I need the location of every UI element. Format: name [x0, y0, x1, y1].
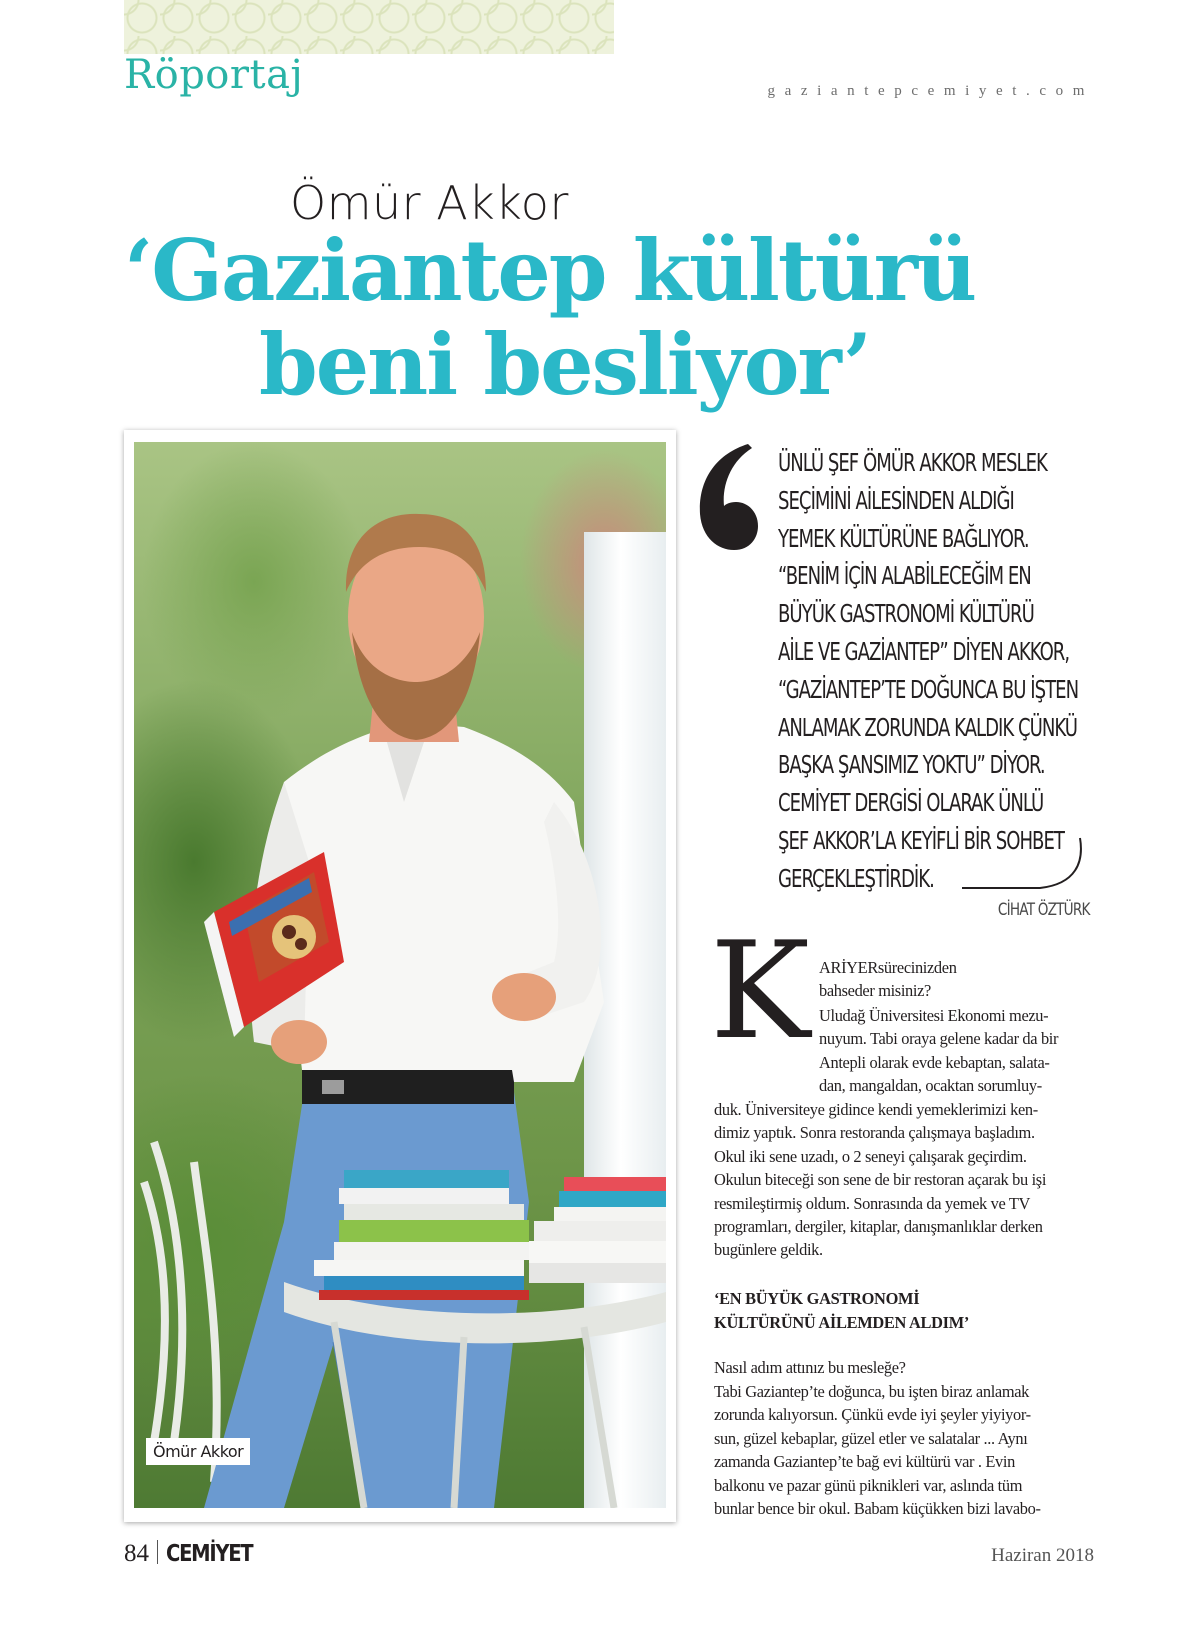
answer-2	[714, 1380, 1041, 1520]
answer-1-line: resmileştirmiş oldum. Sonrasında da yemek ve TV	[714, 1193, 1031, 1213]
footer-folio	[124, 1540, 268, 1568]
answer-2-line: zamanda Gaziantep’te bağ evi kültürü var . Evin	[714, 1452, 1015, 1472]
question-1-line: bahseder misiniz?	[819, 981, 931, 1001]
answer-1-line: nuyum. Tabi oraya gelene kadar da bir	[819, 1029, 1059, 1049]
magazine-name: CEMİYET	[166, 1541, 253, 1567]
answer-1-line: dimiz yaptık. Sonra restoranda çalışmaya başladım.	[714, 1123, 1035, 1143]
answer-2-line: bunlar bence bir okul. Babam küçükken bizi lavabo-	[714, 1499, 1041, 1519]
answer-1-line: Uludağ Üniversitesi Ekonomi mezu-	[819, 1006, 1049, 1025]
answer-1-full	[714, 1098, 1046, 1262]
lead-line: GERÇEKLEŞTİRDİK.	[778, 863, 934, 893]
question-1	[819, 956, 957, 1003]
garden-chair	[144, 1142, 217, 1482]
subheading-line: KÜLTÜRÜNÜ AİLEMDEN ALDIM’	[714, 1313, 970, 1332]
portrait-photo-frame	[124, 430, 676, 1522]
answer-1-line: Okulun biteceği son sene de bir restoran açarak bu işi	[714, 1170, 1047, 1190]
answer-2-line: balkonu ve pazar günü piknikleri var, aslında tüm	[714, 1475, 1023, 1495]
lead-swoosh-decoration	[960, 836, 1092, 894]
decorative-pattern-banner	[124, 0, 614, 54]
headline	[124, 221, 1004, 414]
drop-cap: K	[710, 913, 811, 1069]
answer-2-line: Tabi Gaziantep’te doğunca, bu işten biraz anlamak	[714, 1382, 1030, 1401]
lead-line: “GAZİANTEP’TE DOĞUNCA BU İŞTEN	[778, 674, 1079, 704]
photo-caption: Ömür Akkor	[146, 1438, 250, 1465]
headline-line-2: beni besliyor’	[259, 315, 871, 414]
footer-divider	[157, 1540, 158, 1564]
lead-line: SEÇİMİNİ AİLESİNDEN ALDIĞI	[778, 485, 1014, 515]
answer-1-line: dan, mangaldan, ocaktan sorumluy-	[819, 1076, 1042, 1096]
website-url[interactable]: gaziantepcemiyet.com	[767, 83, 1094, 99]
section-title: Röportaj	[124, 52, 304, 98]
lead-paragraph	[778, 444, 1079, 898]
lead-line: BÜYÜK GASTRONOMİ KÜLTÜRÜ	[778, 599, 1034, 629]
portrait-photo	[134, 442, 666, 1508]
book-stack-right	[529, 1177, 666, 1283]
question-2: Nasıl adım attınız bu mesleğe?	[714, 1358, 906, 1377]
lead-line: CEMİYET DERGİSİ OLARAK ÜNLÜ	[778, 788, 1044, 818]
section-subheading	[714, 1287, 969, 1335]
answer-2-line: sun, güzel kebaplar, güzel etler ve salatalar ... Aynı	[714, 1428, 1028, 1448]
answer-1-line: duk. Üniversiteye gidince kendi yemeklerimizi ken-	[714, 1100, 1038, 1119]
byline: CİHAT ÖZTÜRK	[998, 900, 1090, 920]
answer-1-indented	[819, 1004, 1058, 1098]
subheading-line: ‘EN BÜYÜK GASTRONOMİ	[714, 1289, 920, 1308]
lead-line: ŞEF AKKOR’LA KEYİFLİ BİR SOHBET	[778, 825, 1064, 855]
page-number: 84	[124, 1540, 149, 1567]
answer-1-line: bugünlere geldik.	[714, 1240, 823, 1260]
lead-line: ÜNLÜ ŞEF ÖMÜR AKKOR MESLEK	[778, 448, 1047, 477]
lead-line: “BENİM İÇİN ALABİLECEĞİM EN	[778, 561, 1031, 591]
answer-1-line: Antepli olarak evde kebaptan, salata-	[819, 1052, 1050, 1072]
question-1-line: ARİYERsürecinizden	[819, 958, 957, 977]
book-stack	[314, 1170, 529, 1300]
answer-1-line: programları, dergiler, kitaplar, danışmanlıklar derken	[714, 1217, 1043, 1237]
headline-line-1: ‘Gaziantep kültürü	[124, 221, 976, 320]
answer-1-line: Okul iki sene uzadı, o 2 seneyi çalışarak geçirdim.	[714, 1146, 1027, 1166]
chef-portrait-illustration	[134, 442, 666, 1508]
lead-line: AİLE VE GAZİANTEP” DİYEN AKKOR,	[778, 636, 1070, 666]
opening-quote-icon	[696, 442, 760, 552]
lead-line: ANLAMAK ZORUNDA KALDIK ÇÜNKÜ	[778, 712, 1078, 742]
answer-2-line: zorunda kalıyorsun. Çünkü evde iyi şeyler yiyiyor-	[714, 1405, 1031, 1425]
lead-line: YEMEK KÜLTÜRÜNE BAĞLIYOR.	[778, 523, 1029, 553]
issue-date: Haziran 2018	[991, 1545, 1094, 1566]
interviewee-name: Ömür Akkor	[290, 176, 569, 230]
lead-line: BAŞKA ŞANSIMIZ YOKTU” DİYOR.	[778, 750, 1045, 780]
